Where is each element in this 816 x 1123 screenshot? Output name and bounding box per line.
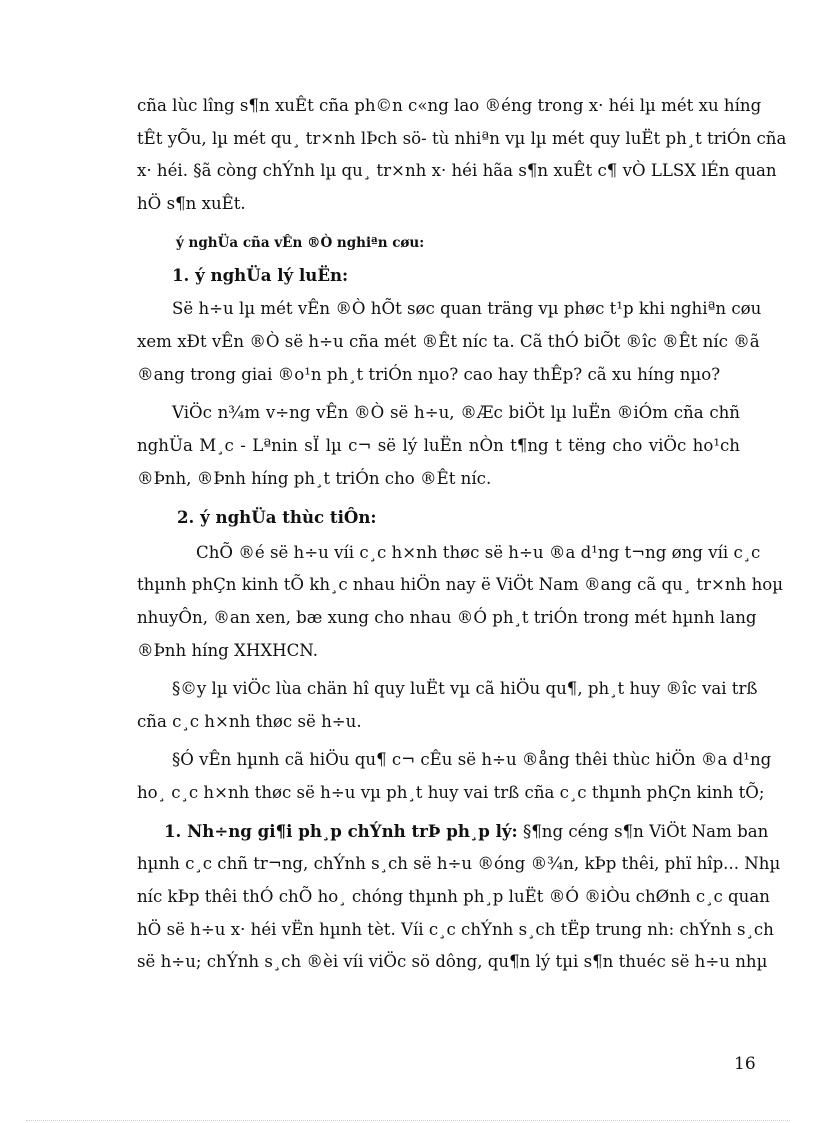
section-heading: ý nghÜa cña vÊn ®Ò nghiªn cøu: <box>176 235 425 251</box>
subsection-heading: 2. ý nghÜa thùc tiÔn: <box>177 507 377 527</box>
text-line: ®Þnh híng XHXHCN. <box>137 641 319 660</box>
text-line: §Ó vÊn hµnh cã hiÖu qu¶ c¬ cÊu së h÷u ®ång thêi thùc hiÖn ®a d¹ng <box>172 750 772 769</box>
text-line: ho¸ c¸c h×nh thøc së h÷u vµ ph¸t huy vai trß cña c¸c thµnh phÇn kinh tÕ; <box>137 783 765 802</box>
text-line: hÖ së h÷u x· héi vËn hµnh tèt. Víi c¸c chÝnh s¸ch tËp trung nh: chÝnh s¸ch <box>137 920 774 939</box>
text-line: tÊt yÕu, lµ mét qu¸ tr×nh lÞch sö- tù nhiªn vµ lµ mét quy luËt ph¸t triÓn cña <box>137 129 787 148</box>
text-line: níc kÞp thêi thÓ chÕ ho¸ chóng thµnh ph¸p luËt ®Ó ®iÒu chØnh c¸c quan <box>137 887 770 906</box>
text-run: §¶ng céng s¶n ViÖt Nam ban <box>522 822 769 841</box>
text-line: ViÖc n¾m v÷ng vÊn ®Ò së h÷u, ®Æc biÖt lµ luËn ®iÓm cña chñ <box>172 403 740 422</box>
text-line: thµnh phÇn kinh tÕ kh¸c nhau hiÖn nay ë ViÖt Nam ®ang cã qu¸ tr×nh hoµ <box>137 575 784 594</box>
text-line: §©y lµ viÖc lùa chän hî quy luËt vµ cã hiÖu qu¶, ph¸t huy ®îc vai trß <box>172 679 758 698</box>
text-line <box>164 821 769 842</box>
inline-bold-heading: 1. Nh÷ng gi¶i ph¸p chÝnh trÞ ph¸p lý: <box>164 821 518 841</box>
page-number: 16 <box>734 1054 756 1074</box>
text-line: hÖ s¶n xuÊt. <box>137 194 246 213</box>
text-line: hµnh c¸c chñ tr¬ng, chÝnh s¸ch së h÷u ®óng ®¾n, kÞp thêi, phï hîp... Nhµ <box>137 854 781 873</box>
text-line: ChÕ ®é së h÷u víi c¸c h×nh thøc së h÷u ®a d¹ng t¬ng øng víi c¸c <box>196 543 761 562</box>
text-line: xem xÐt vÊn ®Ò së h÷u cña mét ®Êt níc ta. Cã thÓ biÕt ®îc ®Êt níc ®ã <box>137 332 760 351</box>
text-line: cña lùc lîng s¶n xuÊt cña ph©n c«ng lao ®éng trong x· héi lµ mét xu híng <box>137 96 762 115</box>
text-line: nhuyÔn, ®an xen, bæ xung cho nhau ®Ó ph¸t triÓn trong mét hµnh lang <box>137 608 757 627</box>
text-line: nghÜa M¸c - Lªnin sÏ lµ c¬ së lý luËn nÒn t¶ng t tëng cho viÖc ho¹ch <box>137 436 740 455</box>
text-line: së h÷u; chÝnh s¸ch ®èi víi viÖc sö dông, qu¶n lý tµi s¶n thuéc së h÷u nhµ <box>137 952 768 971</box>
page-bottom-divider <box>26 1120 790 1121</box>
text-line: cña c¸c h×nh thøc së h÷u. <box>137 712 362 731</box>
text-line: ®ang trong giai ®o¹n ph¸t triÓn nµo? cao hay thÊp? cã xu híng nµo? <box>137 365 721 384</box>
text-line: Së h÷u lµ mét vÊn ®Ò hÕt søc quan träng vµ phøc t¹p khi nghiªn cøu <box>172 299 762 318</box>
text-line: ®Þnh, ®Þnh híng ph¸t triÓn cho ®Êt níc. <box>137 469 492 488</box>
text-line: x· héi. §ã còng chÝnh lµ qu¸ tr×nh x· héi hãa s¶n xuÊt c¶ vÒ LLSX lÉn quan <box>137 161 777 180</box>
subsection-heading: 1. ý nghÜa lý luËn: <box>172 265 349 285</box>
